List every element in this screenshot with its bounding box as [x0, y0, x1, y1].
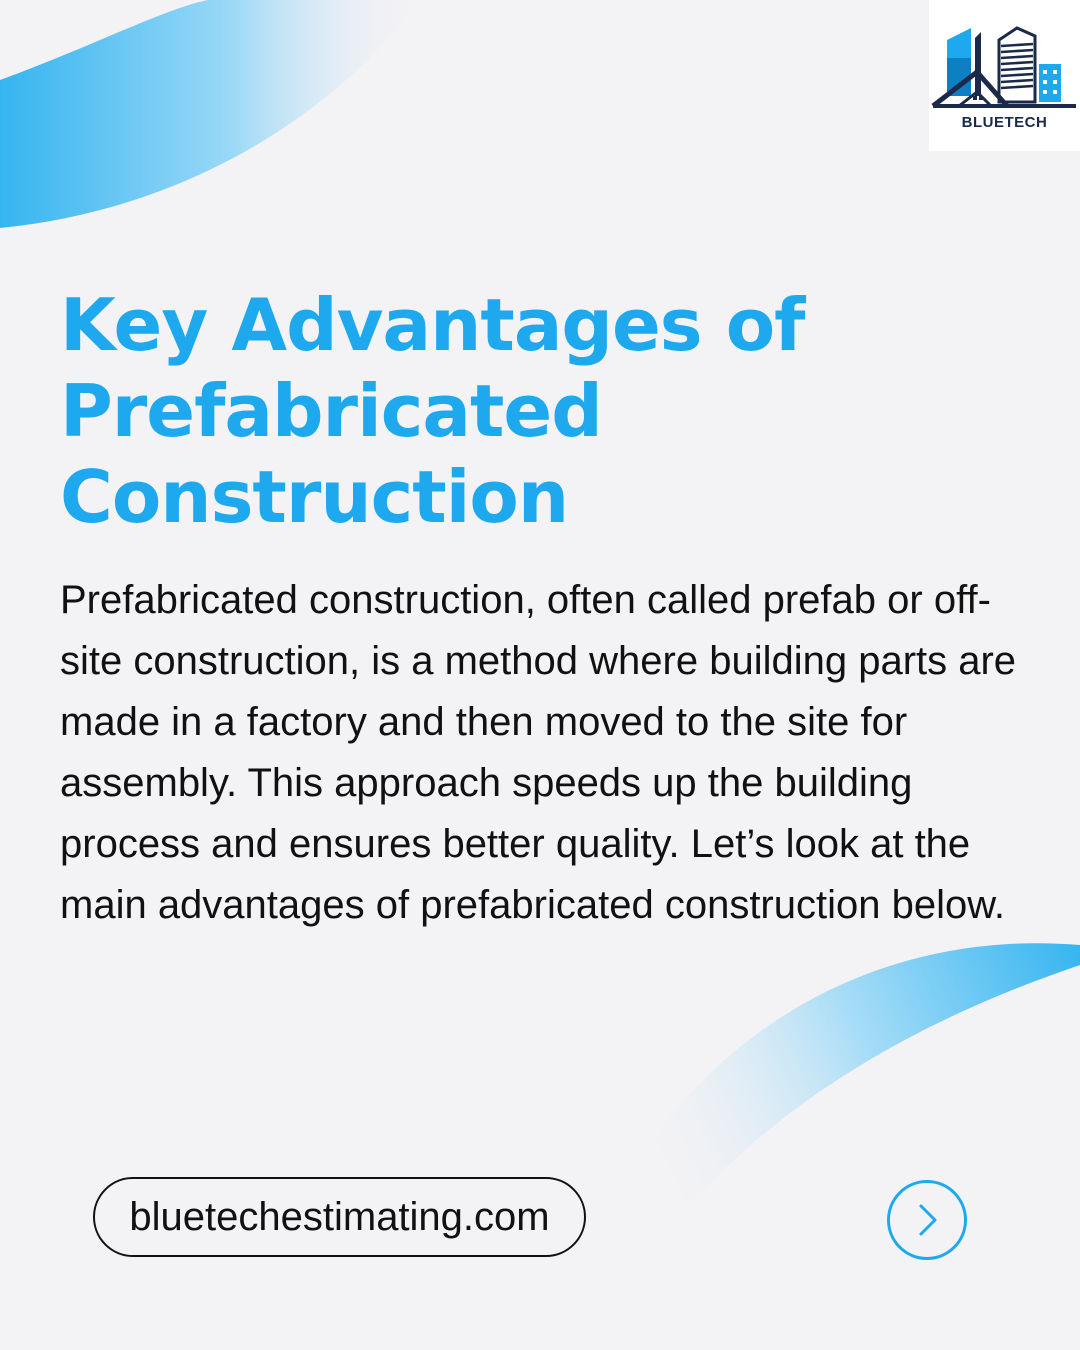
brand-name: BLUETECH: [961, 114, 1048, 131]
building-skyline-icon: [929, 0, 1080, 112]
intro-paragraph: Prefabricated construction, often called prefab or off-site construction, is a method where building parts are made in a factory and then moved to the site for assembly. This approach speeds up the building process and ensures better quality. Let’s look at the main advantages of prefabricated construction below.: [60, 578, 1017, 927]
chevron-right-icon: [921, 1206, 935, 1234]
page-title: Key Advantages of Prefabricated Construction: [60, 283, 805, 539]
top-left-wave: [0, 0, 420, 228]
next-button[interactable]: [886, 1179, 968, 1261]
website-text: bluetechestimating.com: [129, 1194, 550, 1239]
brand-logo: [929, 0, 1080, 151]
website-link[interactable]: [93, 1177, 586, 1257]
bottom-right-wave: [607, 943, 1080, 1310]
